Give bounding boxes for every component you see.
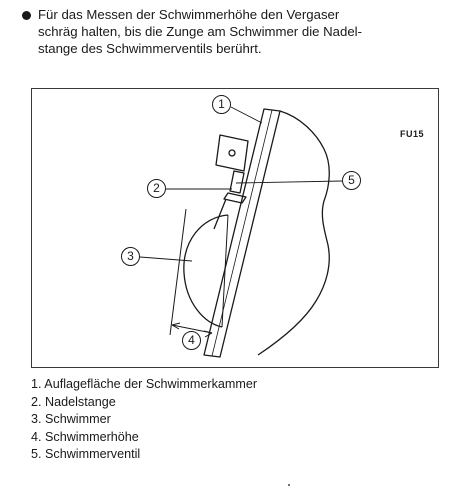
legend-item: 4. Schwimmerhöhe — [31, 429, 139, 444]
figure-code: FU15 — [399, 129, 424, 139]
figure-legend — [31, 376, 257, 464]
float-inner-edge — [222, 215, 228, 327]
float-arm — [214, 199, 226, 229]
instruction-line-3: stange des Schwimmerventils berührt. — [38, 41, 262, 56]
callout-1: 1 — [212, 95, 231, 114]
callout-5: 5 — [342, 171, 361, 190]
legend-item: 1. Auflagefläche der Schwimmerkammer — [31, 377, 258, 391]
legend-item: 2. Nadelstange — [31, 394, 116, 409]
leader-5 — [236, 181, 342, 183]
figure-frame — [31, 88, 439, 368]
carburetor-float-diagram — [32, 89, 438, 367]
callout-3: 3 — [121, 247, 140, 266]
callout-4: 4 — [182, 331, 201, 350]
bullet-icon — [22, 11, 31, 20]
legend-item: 3. Schwimmer — [31, 412, 111, 426]
instruction-paragraph — [22, 6, 440, 57]
legend-item: 5. Schwimmerventil — [31, 447, 141, 461]
callout-2: 2 — [147, 179, 166, 198]
valve-bracket — [216, 135, 248, 171]
needle-rod — [230, 171, 244, 193]
page-speck — [288, 484, 290, 486]
instruction-line-2: schräg halten, bis die Zunge am Schwimmer die Nadel- — [38, 24, 362, 39]
carburetor-body-outline — [258, 111, 329, 355]
mating-surface-inner — [212, 110, 272, 356]
float-shape — [184, 215, 228, 327]
instruction-text — [38, 6, 440, 57]
leader-1 — [231, 107, 262, 123]
bracket-hole — [229, 150, 235, 156]
instruction-line-1: Für das Messen der Schwimmerhöhe den Vergaser — [38, 7, 340, 22]
